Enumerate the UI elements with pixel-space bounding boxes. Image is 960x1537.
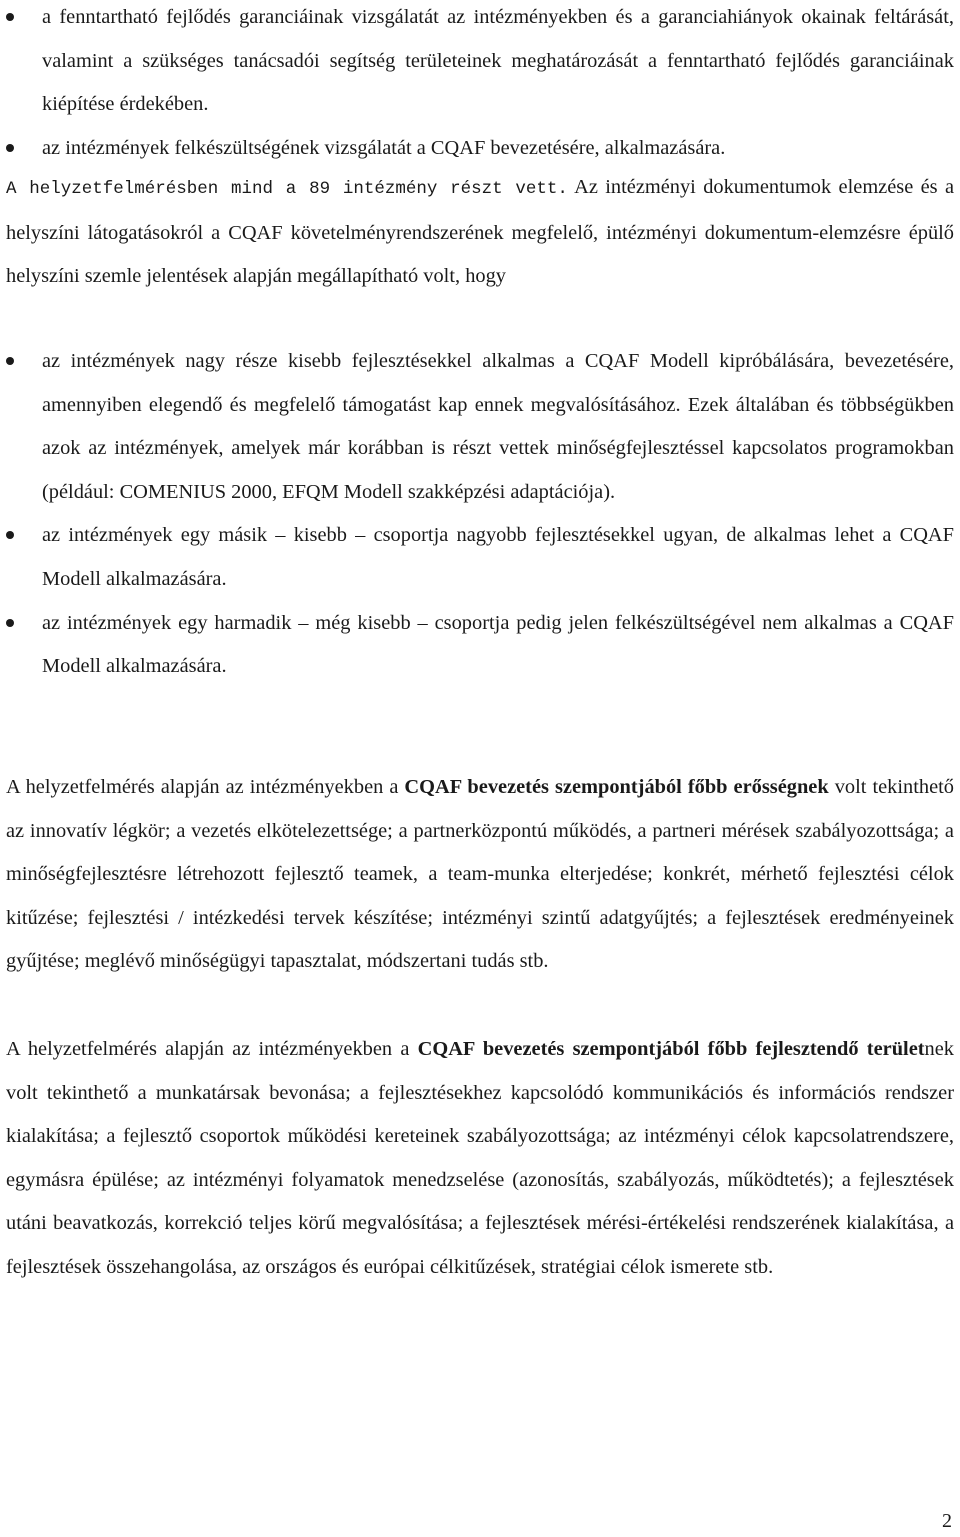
finding-bullet-list [6,340,954,689]
bullet-text: az intézmények egy harmadik – még kisebb – csoportja pedig jelen felkészültségével nem alkalmas a CQAF Modell alkalmazására. [42,611,954,678]
bullet-icon [6,531,14,539]
page-number: 2 [942,1510,952,1532]
bullet-text: az intézmények nagy része kisebb fejlesztésekkel alkalmas a CQAF Modell kipróbálására, bevezetésére, amennyiben elegendő és megfelelő támogatást kap ennek megvalósításához. Ezek általában és többségükben azok az intézmények, amelyek már korábban is részt vettek minőségfejlesztéssel kapcsolatos programokban (például: COMENIUS 2000, EFQM Modell szakképzési adaptációja). [42,350,954,503]
strengths-bold-text: CQAF bevezetés szempontjából főbb erősségnek [404,776,829,798]
development-paragraph [6,1028,954,1290]
list-item [6,514,954,601]
strengths-paragraph [6,766,954,984]
development-intro-text: A helyzetfelmérés alapján az intézményekben a [6,1038,418,1060]
strengths-intro-text: A helyzetfelmérés alapján az intézményekben a [6,776,405,798]
bullet-icon [6,144,14,152]
status-lead-text: A helyzetfelmérésben mind a 89 intézmény részt vett. [6,179,568,199]
bullet-icon [6,357,14,365]
status-paragraph [6,166,954,299]
strengths-rest-text: volt tekinthető az innovatív légkör; a vezetés elkötelezettsége; a partnerközpontú működés, a partneri mérések szabályozottsága; a minőségfejlesztésre létrehozott fejlesztő teamek, a team-munka elterjedése; konkrét, mérhető fejlesztési célok kitűzése; fejlesztési / intézkedési tervek készítése; intézményi szintű adatgyűjtés; a fejlesztések eredményeinek gyűjtése; meglévő minőségügyi tapasztalat, módszertani tudás stb. [6,776,954,973]
bullet-text: az intézmények felkészültségének vizsgálatát a CQAF bevezetésére, alkalmazására. [42,136,726,159]
top-bullet-list [6,0,954,170]
list-item [6,340,954,514]
list-item [6,602,954,689]
status-rest-text: Az intézményi dokumentumok elemzése és a helyszíni látogatásokról a CQAF követelményrendszerének megfelelő, intézményi dokumentum-elemzésre épülő helyszíni szemle jelentések alapján megállapítható volt, hogy [6,176,955,288]
development-rest-text: nek volt tekinthető a munkatársak bevonása; a fejlesztésekhez kapcsolódó kommunikációs és információs rendszer kialakítása; a fejlesztő csoportok működési kereteinek szabályozottsága; az intézményi célok kapcsolatrendszere, egymásra épülése; az intézményi folyamatok menedzselése (azonosítás, szabályozás, működtetés); a fejlesztések utáni beavatkozás, korrekció teljes körű megvalósítása; a fejlesztések mérési-értékelési rendszerének kialakítása, a fejlesztések összehangolása, az országos és európai célkitűzések, stratégiai célok ismerete stb. [6,1038,954,1278]
bullet-text: a fenntartható fejlődés garanciáinak vizsgálatát az intézményekben és a garanciahiányok okainak feltárását, valamint a szükséges tanácsadói segítség területeinek meghatározását a fenntartható fejlődés garanciáinak kiépítése érdekében. [42,6,954,116]
bullet-icon [6,13,14,21]
bullet-icon [6,619,14,627]
list-item [6,127,954,171]
bullet-text: az intézmények egy másik – kisebb – csoportja nagyobb fejlesztésekkel ugyan, de alkalmas lehet a CQAF Modell alkalmazására. [42,524,954,590]
development-bold-text: CQAF bevezetés szempontjából főbb fejlesztendő terület [417,1038,925,1060]
list-item [6,0,954,127]
